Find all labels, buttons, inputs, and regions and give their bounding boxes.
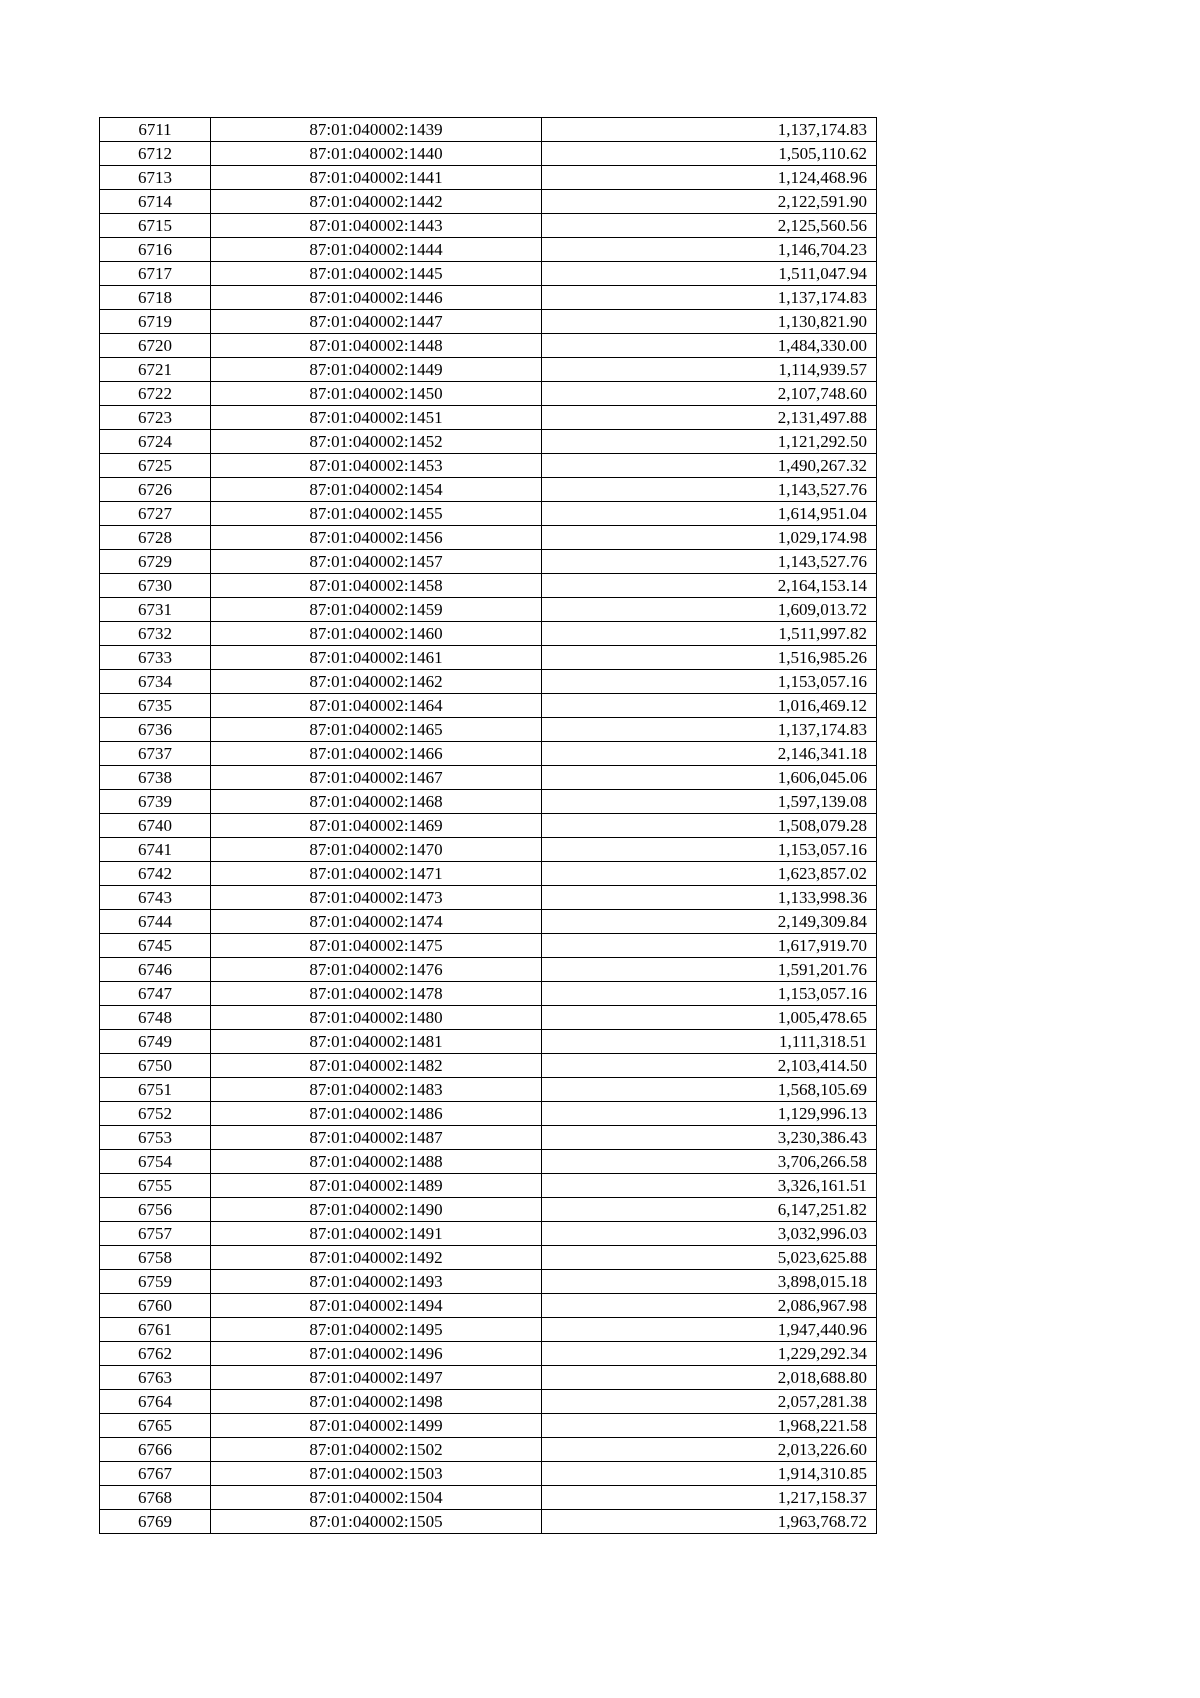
table-row: [100, 1510, 877, 1534]
cadastral-number-cell: 87:01:040002:1450: [211, 382, 542, 406]
table-row: [100, 430, 877, 454]
table-row: [100, 646, 877, 670]
table-row: [100, 934, 877, 958]
cadastral-number-cell: 87:01:040002:1471: [211, 862, 542, 886]
value-cell: 1,137,174.83: [542, 718, 877, 742]
row-number-cell: 6744: [100, 910, 211, 934]
table-row: [100, 1414, 877, 1438]
table-row: [100, 382, 877, 406]
cadastral-number-cell: 87:01:040002:1481: [211, 1030, 542, 1054]
value-cell: 1,124,468.96: [542, 166, 877, 190]
value-cell: 2,057,281.38: [542, 1390, 877, 1414]
row-number-cell: 6752: [100, 1102, 211, 1126]
row-number-cell: 6755: [100, 1174, 211, 1198]
table-row: [100, 766, 877, 790]
row-number-cell: 6762: [100, 1342, 211, 1366]
table-row: [100, 262, 877, 286]
value-cell: 1,153,057.16: [542, 838, 877, 862]
value-cell: 1,505,110.62: [542, 142, 877, 166]
table-row: [100, 838, 877, 862]
cadastral-number-cell: 87:01:040002:1443: [211, 214, 542, 238]
row-number-cell: 6751: [100, 1078, 211, 1102]
value-cell: 1,229,292.34: [542, 1342, 877, 1366]
table-row: [100, 1030, 877, 1054]
value-cell: 1,516,985.26: [542, 646, 877, 670]
value-cell: 1,947,440.96: [542, 1318, 877, 1342]
cadastral-number-cell: 87:01:040002:1487: [211, 1126, 542, 1150]
table-row: [100, 718, 877, 742]
value-cell: 1,111,318.51: [542, 1030, 877, 1054]
table-row: [100, 310, 877, 334]
row-number-cell: 6764: [100, 1390, 211, 1414]
table-row: [100, 334, 877, 358]
row-number-cell: 6731: [100, 598, 211, 622]
table-row: [100, 454, 877, 478]
value-cell: 1,016,469.12: [542, 694, 877, 718]
cadastral-number-cell: 87:01:040002:1446: [211, 286, 542, 310]
row-number-cell: 6749: [100, 1030, 211, 1054]
row-number-cell: 6745: [100, 934, 211, 958]
row-number-cell: 6742: [100, 862, 211, 886]
table-row: [100, 1222, 877, 1246]
cadastral-number-cell: 87:01:040002:1467: [211, 766, 542, 790]
row-number-cell: 6768: [100, 1486, 211, 1510]
row-number-cell: 6766: [100, 1438, 211, 1462]
value-cell: 1,129,996.13: [542, 1102, 877, 1126]
row-number-cell: 6765: [100, 1414, 211, 1438]
cadastral-number-cell: 87:01:040002:1490: [211, 1198, 542, 1222]
table-row: [100, 1174, 877, 1198]
cadastral-number-cell: 87:01:040002:1460: [211, 622, 542, 646]
row-number-cell: 6728: [100, 526, 211, 550]
cadastral-number-cell: 87:01:040002:1476: [211, 958, 542, 982]
table-row: [100, 358, 877, 382]
value-cell: 1,484,330.00: [542, 334, 877, 358]
cadastral-number-cell: 87:01:040002:1466: [211, 742, 542, 766]
row-number-cell: 6730: [100, 574, 211, 598]
value-cell: 1,614,951.04: [542, 502, 877, 526]
table-row: [100, 862, 877, 886]
cadastral-number-cell: 87:01:040002:1462: [211, 670, 542, 694]
value-cell: 6,147,251.82: [542, 1198, 877, 1222]
value-cell: 1,143,527.76: [542, 550, 877, 574]
value-cell: 1,591,201.76: [542, 958, 877, 982]
cadastral-number-cell: 87:01:040002:1465: [211, 718, 542, 742]
table-row: [100, 910, 877, 934]
value-cell: 1,153,057.16: [542, 982, 877, 1006]
row-number-cell: 6758: [100, 1246, 211, 1270]
table-row: [100, 1126, 877, 1150]
value-cell: 2,107,748.60: [542, 382, 877, 406]
value-cell: 1,568,105.69: [542, 1078, 877, 1102]
cadastral-number-cell: 87:01:040002:1445: [211, 262, 542, 286]
table-row: [100, 142, 877, 166]
value-cell: 2,122,591.90: [542, 190, 877, 214]
value-cell: 1,617,919.70: [542, 934, 877, 958]
value-cell: 1,217,158.37: [542, 1486, 877, 1510]
table-row: [100, 190, 877, 214]
cadastral-number-cell: 87:01:040002:1493: [211, 1270, 542, 1294]
cadastral-number-cell: 87:01:040002:1504: [211, 1486, 542, 1510]
cadastral-number-cell: 87:01:040002:1495: [211, 1318, 542, 1342]
row-number-cell: 6711: [100, 118, 211, 142]
row-number-cell: 6723: [100, 406, 211, 430]
table-row: [100, 694, 877, 718]
row-number-cell: 6756: [100, 1198, 211, 1222]
row-number-cell: 6757: [100, 1222, 211, 1246]
value-cell: 2,086,967.98: [542, 1294, 877, 1318]
table-row: [100, 238, 877, 262]
row-number-cell: 6750: [100, 1054, 211, 1078]
cadastral-number-cell: 87:01:040002:1461: [211, 646, 542, 670]
row-number-cell: 6748: [100, 1006, 211, 1030]
row-number-cell: 6769: [100, 1510, 211, 1534]
cadastral-number-cell: 87:01:040002:1478: [211, 982, 542, 1006]
table-row: [100, 406, 877, 430]
row-number-cell: 6729: [100, 550, 211, 574]
row-number-cell: 6713: [100, 166, 211, 190]
cadastral-number-cell: 87:01:040002:1442: [211, 190, 542, 214]
cadastral-number-cell: 87:01:040002:1499: [211, 1414, 542, 1438]
cadastral-number-cell: 87:01:040002:1453: [211, 454, 542, 478]
cadastral-number-cell: 87:01:040002:1497: [211, 1366, 542, 1390]
row-number-cell: 6743: [100, 886, 211, 910]
cadastral-number-cell: 87:01:040002:1486: [211, 1102, 542, 1126]
table-row: [100, 1462, 877, 1486]
cadastral-number-cell: 87:01:040002:1483: [211, 1078, 542, 1102]
row-number-cell: 6724: [100, 430, 211, 454]
table-row: [100, 1054, 877, 1078]
cadastral-number-cell: 87:01:040002:1470: [211, 838, 542, 862]
table-row: [100, 1438, 877, 1462]
row-number-cell: 6715: [100, 214, 211, 238]
row-number-cell: 6714: [100, 190, 211, 214]
cadastral-number-cell: 87:01:040002:1441: [211, 166, 542, 190]
table-row: [100, 1006, 877, 1030]
cadastral-number-cell: 87:01:040002:1454: [211, 478, 542, 502]
cadastral-number-cell: 87:01:040002:1444: [211, 238, 542, 262]
value-cell: 2,125,560.56: [542, 214, 877, 238]
cadastral-number-cell: 87:01:040002:1459: [211, 598, 542, 622]
value-cell: 3,230,386.43: [542, 1126, 877, 1150]
value-cell: 5,023,625.88: [542, 1246, 877, 1270]
cadastral-number-cell: 87:01:040002:1469: [211, 814, 542, 838]
table-row: [100, 1102, 877, 1126]
cadastral-number-cell: 87:01:040002:1449: [211, 358, 542, 382]
cadastral-number-cell: 87:01:040002:1457: [211, 550, 542, 574]
cadastral-number-cell: 87:01:040002:1455: [211, 502, 542, 526]
table-row: [100, 550, 877, 574]
row-number-cell: 6767: [100, 1462, 211, 1486]
table-row: [100, 958, 877, 982]
table-row: [100, 982, 877, 1006]
cadastral-number-cell: 87:01:040002:1468: [211, 790, 542, 814]
cadastral-number-cell: 87:01:040002:1458: [211, 574, 542, 598]
value-cell: 2,013,226.60: [542, 1438, 877, 1462]
cadastral-number-cell: 87:01:040002:1489: [211, 1174, 542, 1198]
value-cell: 1,968,221.58: [542, 1414, 877, 1438]
table-body: [100, 118, 877, 1534]
value-cell: 1,623,857.02: [542, 862, 877, 886]
table-row: [100, 1366, 877, 1390]
cadastral-number-cell: 87:01:040002:1491: [211, 1222, 542, 1246]
cadastral-number-cell: 87:01:040002:1464: [211, 694, 542, 718]
cadastral-number-cell: 87:01:040002:1494: [211, 1294, 542, 1318]
row-number-cell: 6734: [100, 670, 211, 694]
table-row: [100, 118, 877, 142]
cadastral-number-cell: 87:01:040002:1503: [211, 1462, 542, 1486]
row-number-cell: 6747: [100, 982, 211, 1006]
row-number-cell: 6759: [100, 1270, 211, 1294]
value-cell: 1,597,139.08: [542, 790, 877, 814]
cadastral-number-cell: 87:01:040002:1488: [211, 1150, 542, 1174]
row-number-cell: 6741: [100, 838, 211, 862]
value-cell: 1,511,047.94: [542, 262, 877, 286]
row-number-cell: 6719: [100, 310, 211, 334]
table-row: [100, 286, 877, 310]
value-cell: 2,164,153.14: [542, 574, 877, 598]
value-cell: 1,490,267.32: [542, 454, 877, 478]
value-cell: 1,137,174.83: [542, 286, 877, 310]
row-number-cell: 6721: [100, 358, 211, 382]
value-cell: 1,914,310.85: [542, 1462, 877, 1486]
cadastral-number-cell: 87:01:040002:1498: [211, 1390, 542, 1414]
cadastral-value-table: [99, 117, 877, 1534]
table-row: [100, 1342, 877, 1366]
value-cell: 1,609,013.72: [542, 598, 877, 622]
value-cell: 1,606,045.06: [542, 766, 877, 790]
cadastral-number-cell: 87:01:040002:1452: [211, 430, 542, 454]
value-cell: 1,029,174.98: [542, 526, 877, 550]
row-number-cell: 6753: [100, 1126, 211, 1150]
row-number-cell: 6740: [100, 814, 211, 838]
table-row: [100, 478, 877, 502]
row-number-cell: 6722: [100, 382, 211, 406]
table-row: [100, 790, 877, 814]
table-row: [100, 1390, 877, 1414]
row-number-cell: 6725: [100, 454, 211, 478]
value-cell: 1,137,174.83: [542, 118, 877, 142]
value-cell: 2,018,688.80: [542, 1366, 877, 1390]
cadastral-number-cell: 87:01:040002:1440: [211, 142, 542, 166]
row-number-cell: 6727: [100, 502, 211, 526]
row-number-cell: 6735: [100, 694, 211, 718]
value-cell: 1,133,998.36: [542, 886, 877, 910]
cadastral-number-cell: 87:01:040002:1482: [211, 1054, 542, 1078]
value-cell: 3,326,161.51: [542, 1174, 877, 1198]
cadastral-number-cell: 87:01:040002:1447: [211, 310, 542, 334]
cadastral-number-cell: 87:01:040002:1451: [211, 406, 542, 430]
value-cell: 3,032,996.03: [542, 1222, 877, 1246]
row-number-cell: 6746: [100, 958, 211, 982]
row-number-cell: 6718: [100, 286, 211, 310]
table-row: [100, 1486, 877, 1510]
row-number-cell: 6737: [100, 742, 211, 766]
row-number-cell: 6720: [100, 334, 211, 358]
table-row: [100, 502, 877, 526]
row-number-cell: 6716: [100, 238, 211, 262]
table-row: [100, 814, 877, 838]
cadastral-number-cell: 87:01:040002:1492: [211, 1246, 542, 1270]
value-cell: 1,508,079.28: [542, 814, 877, 838]
cadastral-number-cell: 87:01:040002:1456: [211, 526, 542, 550]
row-number-cell: 6761: [100, 1318, 211, 1342]
table-row: [100, 526, 877, 550]
cadastral-number-cell: 87:01:040002:1473: [211, 886, 542, 910]
cadastral-number-cell: 87:01:040002:1448: [211, 334, 542, 358]
value-cell: 1,121,292.50: [542, 430, 877, 454]
table-row: [100, 1078, 877, 1102]
row-number-cell: 6760: [100, 1294, 211, 1318]
value-cell: 1,114,939.57: [542, 358, 877, 382]
row-number-cell: 6736: [100, 718, 211, 742]
table-row: [100, 1198, 877, 1222]
cadastral-number-cell: 87:01:040002:1439: [211, 118, 542, 142]
value-cell: 1,005,478.65: [542, 1006, 877, 1030]
value-cell: 2,146,341.18: [542, 742, 877, 766]
table-row: [100, 1150, 877, 1174]
table-row: [100, 742, 877, 766]
row-number-cell: 6754: [100, 1150, 211, 1174]
table-row: [100, 622, 877, 646]
value-cell: 1,130,821.90: [542, 310, 877, 334]
table-row: [100, 1270, 877, 1294]
table-row: [100, 1318, 877, 1342]
table-row: [100, 1294, 877, 1318]
value-cell: 3,898,015.18: [542, 1270, 877, 1294]
cadastral-number-cell: 87:01:040002:1496: [211, 1342, 542, 1366]
value-cell: 1,143,527.76: [542, 478, 877, 502]
value-cell: 1,153,057.16: [542, 670, 877, 694]
cadastral-number-cell: 87:01:040002:1505: [211, 1510, 542, 1534]
table-row: [100, 670, 877, 694]
value-cell: 2,131,497.88: [542, 406, 877, 430]
table-row: [100, 574, 877, 598]
table-row: [100, 886, 877, 910]
cadastral-number-cell: 87:01:040002:1480: [211, 1006, 542, 1030]
row-number-cell: 6726: [100, 478, 211, 502]
value-cell: 1,511,997.82: [542, 622, 877, 646]
value-cell: 1,963,768.72: [542, 1510, 877, 1534]
row-number-cell: 6712: [100, 142, 211, 166]
value-cell: 1,146,704.23: [542, 238, 877, 262]
cadastral-number-cell: 87:01:040002:1475: [211, 934, 542, 958]
table-row: [100, 1246, 877, 1270]
cadastral-number-cell: 87:01:040002:1474: [211, 910, 542, 934]
cadastral-number-cell: 87:01:040002:1502: [211, 1438, 542, 1462]
table-row: [100, 214, 877, 238]
row-number-cell: 6717: [100, 262, 211, 286]
table-row: [100, 598, 877, 622]
row-number-cell: 6739: [100, 790, 211, 814]
table-row: [100, 166, 877, 190]
value-cell: 2,103,414.50: [542, 1054, 877, 1078]
row-number-cell: 6738: [100, 766, 211, 790]
value-cell: 3,706,266.58: [542, 1150, 877, 1174]
row-number-cell: 6732: [100, 622, 211, 646]
row-number-cell: 6763: [100, 1366, 211, 1390]
row-number-cell: 6733: [100, 646, 211, 670]
value-cell: 2,149,309.84: [542, 910, 877, 934]
